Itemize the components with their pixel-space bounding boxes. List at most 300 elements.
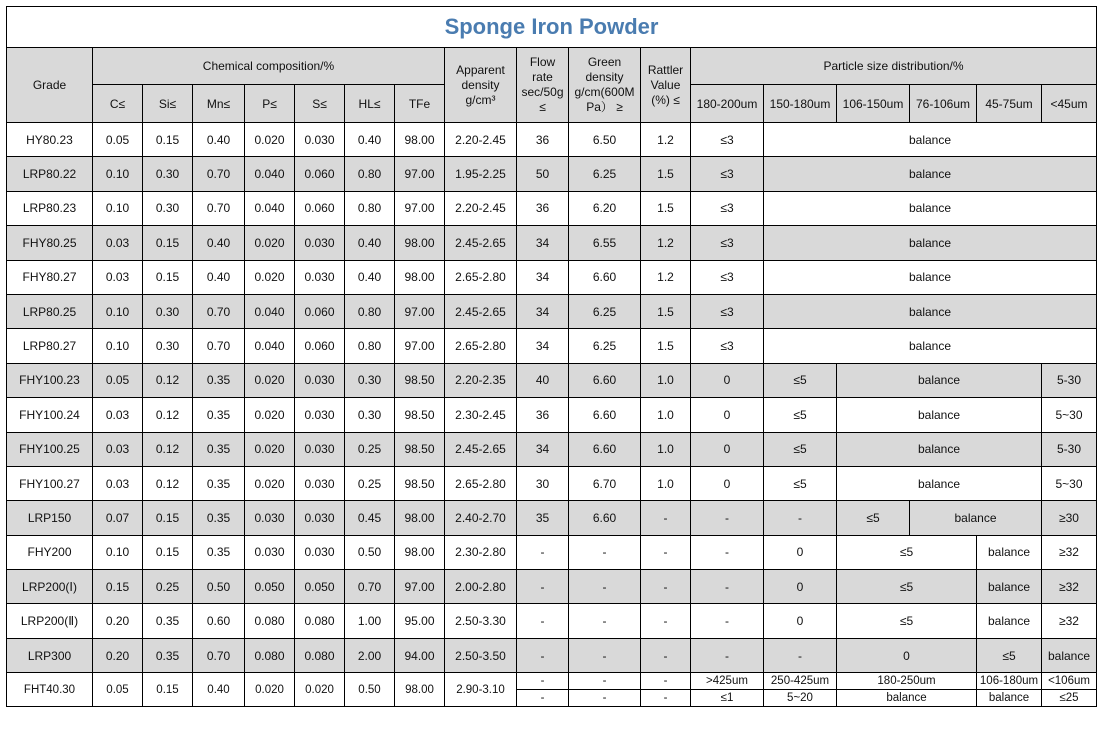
cell-grade: FHY100.25 bbox=[7, 432, 93, 466]
header-p: P≤ bbox=[245, 85, 295, 123]
table-row bbox=[7, 570, 1097, 604]
header-psd-150-180: 150-180um bbox=[764, 85, 837, 123]
cell-psd: balance bbox=[837, 398, 1042, 432]
cell-psd: ≤3 bbox=[691, 191, 764, 225]
cell-tfe: 98.50 bbox=[395, 398, 445, 432]
cell-green-density: 6.25 bbox=[569, 294, 641, 328]
cell-apparent-density: 2.20-2.35 bbox=[445, 363, 517, 397]
cell-green-density: 6.70 bbox=[569, 466, 641, 500]
cell-grade: FHY100.23 bbox=[7, 363, 93, 397]
cell-hl: 0.45 bbox=[345, 501, 395, 535]
cell-psd: balance bbox=[977, 604, 1042, 638]
cell-s: 0.080 bbox=[295, 604, 345, 638]
table-row bbox=[7, 501, 1097, 535]
cell-mn: 0.40 bbox=[193, 226, 245, 260]
cell-psd: balance bbox=[764, 226, 1097, 260]
cell-c: 0.10 bbox=[93, 535, 143, 569]
cell-psd: balance bbox=[977, 570, 1042, 604]
cell-s: 0.030 bbox=[295, 466, 345, 500]
cell-flow-rate: 34 bbox=[517, 329, 569, 363]
cell-psd: - bbox=[764, 638, 837, 672]
cell-mn: 0.40 bbox=[193, 123, 245, 157]
cell-apparent-density: 2.20-2.45 bbox=[445, 123, 517, 157]
table-row bbox=[7, 191, 1097, 225]
table-row bbox=[7, 604, 1097, 638]
cell-psd: balance bbox=[837, 690, 977, 707]
cell-si: 0.15 bbox=[143, 260, 193, 294]
cell-flow-rate: 36 bbox=[517, 398, 569, 432]
header-psd-76-106: 76-106um bbox=[910, 85, 977, 123]
header-s: S≤ bbox=[295, 85, 345, 123]
cell-green-density: 6.60 bbox=[569, 501, 641, 535]
cell-c: 0.10 bbox=[93, 191, 143, 225]
header-green-line: g/cm(600M bbox=[574, 85, 635, 99]
header-apparent-line: g/cm³ bbox=[465, 92, 496, 107]
cell-hl: 0.25 bbox=[345, 466, 395, 500]
cell-psd: ≥30 bbox=[1042, 501, 1097, 535]
cell-green-density: 6.60 bbox=[569, 260, 641, 294]
header-apparent-line: density bbox=[461, 77, 500, 92]
cell-tfe: 98.50 bbox=[395, 363, 445, 397]
cell-si: 0.25 bbox=[143, 570, 193, 604]
table-row bbox=[7, 329, 1097, 363]
cell-hl: 0.80 bbox=[345, 157, 395, 191]
cell-psd-size-range: 180-250um bbox=[837, 673, 977, 690]
cell-psd: - bbox=[691, 570, 764, 604]
cell-hl: 0.30 bbox=[345, 363, 395, 397]
cell-s: 0.050 bbox=[295, 570, 345, 604]
cell-tfe: 97.00 bbox=[395, 191, 445, 225]
table-row bbox=[7, 123, 1097, 157]
cell-rattler-value: - bbox=[641, 501, 691, 535]
cell-s: 0.030 bbox=[295, 432, 345, 466]
cell-rattler-value: 1.5 bbox=[641, 191, 691, 225]
cell-hl: 0.80 bbox=[345, 294, 395, 328]
cell-si: 0.30 bbox=[143, 191, 193, 225]
cell-si: 0.15 bbox=[143, 673, 193, 707]
cell-c: 0.05 bbox=[93, 673, 143, 707]
cell-rattler-value: 1.0 bbox=[641, 398, 691, 432]
cell-c: 0.10 bbox=[93, 157, 143, 191]
cell-green-density: - bbox=[569, 673, 641, 690]
cell-apparent-density: 2.65-2.80 bbox=[445, 466, 517, 500]
header-rattler-line: Value bbox=[650, 77, 681, 92]
cell-s: 0.060 bbox=[295, 157, 345, 191]
cell-si: 0.30 bbox=[143, 157, 193, 191]
cell-p: 0.020 bbox=[245, 226, 295, 260]
header-psd-106-150: 106-150um bbox=[837, 85, 910, 123]
cell-psd: ≤5 bbox=[837, 570, 977, 604]
cell-apparent-density: 2.90-3.10 bbox=[445, 673, 517, 707]
cell-mn: 0.70 bbox=[193, 157, 245, 191]
header-hl: HL≤ bbox=[345, 85, 395, 123]
cell-psd: 5~30 bbox=[1042, 466, 1097, 500]
cell-green-density: 6.55 bbox=[569, 226, 641, 260]
table-row bbox=[7, 260, 1097, 294]
cell-psd: balance bbox=[764, 294, 1097, 328]
cell-c: 0.03 bbox=[93, 432, 143, 466]
header-rattler-line: Rattler bbox=[647, 62, 684, 77]
header-psd-180-200: 180-200um bbox=[691, 85, 764, 123]
cell-psd: 0 bbox=[837, 638, 977, 672]
cell-rattler-value: - bbox=[641, 673, 691, 690]
cell-mn: 0.60 bbox=[193, 604, 245, 638]
cell-psd: - bbox=[764, 501, 837, 535]
cell-si: 0.15 bbox=[143, 123, 193, 157]
cell-grade: LRP300 bbox=[7, 638, 93, 672]
header-green-line: Green bbox=[587, 55, 622, 69]
cell-rattler-value: - bbox=[641, 570, 691, 604]
cell-s: 0.030 bbox=[295, 363, 345, 397]
cell-mn: 0.35 bbox=[193, 466, 245, 500]
cell-mn: 0.35 bbox=[193, 432, 245, 466]
header-flow-line: Flow bbox=[529, 55, 556, 69]
header-green-line: Pa） ≥ bbox=[586, 100, 623, 114]
table-row bbox=[7, 363, 1097, 397]
cell-tfe: 98.00 bbox=[395, 673, 445, 707]
cell-s: 0.060 bbox=[295, 329, 345, 363]
cell-psd: ≤5 bbox=[764, 466, 837, 500]
cell-tfe: 95.00 bbox=[395, 604, 445, 638]
cell-psd: balance bbox=[977, 535, 1042, 569]
cell-psd: balance bbox=[764, 157, 1097, 191]
cell-apparent-density: 2.30-2.45 bbox=[445, 398, 517, 432]
cell-psd-size-range: 250-425um bbox=[764, 673, 837, 690]
cell-hl: 0.40 bbox=[345, 123, 395, 157]
table-row bbox=[7, 398, 1097, 432]
cell-psd: ≥32 bbox=[1042, 570, 1097, 604]
header-c: C≤ bbox=[93, 85, 143, 123]
table-row bbox=[7, 432, 1097, 466]
cell-psd: 0 bbox=[691, 398, 764, 432]
cell-flow-rate: - bbox=[517, 535, 569, 569]
cell-psd-size-range: >425um bbox=[691, 673, 764, 690]
cell-mn: 0.35 bbox=[193, 535, 245, 569]
cell-s: 0.030 bbox=[295, 226, 345, 260]
cell-apparent-density: 2.00-2.80 bbox=[445, 570, 517, 604]
header-flow-rate bbox=[517, 48, 569, 123]
cell-si: 0.15 bbox=[143, 535, 193, 569]
cell-apparent-density: 2.30-2.80 bbox=[445, 535, 517, 569]
cell-flow-rate: 34 bbox=[517, 260, 569, 294]
cell-c: 0.10 bbox=[93, 329, 143, 363]
cell-grade: LRP200(Ⅰ) bbox=[7, 570, 93, 604]
cell-psd: 5~20 bbox=[764, 690, 837, 707]
cell-psd: ≤3 bbox=[691, 294, 764, 328]
cell-psd: balance bbox=[764, 329, 1097, 363]
cell-flow-rate: - bbox=[517, 570, 569, 604]
cell-s: 0.020 bbox=[295, 673, 345, 707]
cell-psd: ≤5 bbox=[837, 535, 977, 569]
cell-si: 0.12 bbox=[143, 398, 193, 432]
header-chemical-composition: Chemical composition/% bbox=[93, 48, 445, 85]
cell-s: 0.030 bbox=[295, 123, 345, 157]
cell-si: 0.15 bbox=[143, 226, 193, 260]
cell-grade: HY80.23 bbox=[7, 123, 93, 157]
table-row bbox=[7, 294, 1097, 328]
cell-p: 0.040 bbox=[245, 329, 295, 363]
cell-p: 0.080 bbox=[245, 638, 295, 672]
cell-green-density: - bbox=[569, 638, 641, 672]
header-apparent-density bbox=[445, 48, 517, 123]
cell-si: 0.30 bbox=[143, 329, 193, 363]
cell-grade: FHY100.24 bbox=[7, 398, 93, 432]
cell-grade: LRP150 bbox=[7, 501, 93, 535]
cell-psd: ≤5 bbox=[764, 398, 837, 432]
cell-flow-rate: - bbox=[517, 604, 569, 638]
table-row bbox=[7, 638, 1097, 672]
cell-grade: LRP200(Ⅱ) bbox=[7, 604, 93, 638]
cell-green-density: 6.60 bbox=[569, 432, 641, 466]
cell-p: 0.020 bbox=[245, 123, 295, 157]
cell-green-density: 6.60 bbox=[569, 398, 641, 432]
cell-mn: 0.70 bbox=[193, 329, 245, 363]
cell-grade: LRP80.25 bbox=[7, 294, 93, 328]
cell-hl: 0.25 bbox=[345, 432, 395, 466]
cell-p: 0.050 bbox=[245, 570, 295, 604]
cell-flow-rate: 36 bbox=[517, 123, 569, 157]
header-apparent-line: Apparent bbox=[456, 62, 505, 77]
header-green-line: density bbox=[585, 70, 624, 84]
header-psd-45-75: 45-75um bbox=[977, 85, 1042, 123]
cell-green-density: 6.25 bbox=[569, 157, 641, 191]
cell-psd: ≤5 bbox=[837, 604, 977, 638]
cell-psd: ≥32 bbox=[1042, 535, 1097, 569]
cell-mn: 0.70 bbox=[193, 638, 245, 672]
cell-s: 0.030 bbox=[295, 535, 345, 569]
cell-psd: ≤3 bbox=[691, 226, 764, 260]
cell-tfe: 98.00 bbox=[395, 260, 445, 294]
cell-tfe: 94.00 bbox=[395, 638, 445, 672]
cell-c: 0.20 bbox=[93, 604, 143, 638]
cell-green-density: - bbox=[569, 535, 641, 569]
cell-flow-rate: 36 bbox=[517, 191, 569, 225]
cell-si: 0.12 bbox=[143, 466, 193, 500]
cell-psd: ≤25 bbox=[1042, 690, 1097, 707]
cell-psd: ≤5 bbox=[764, 363, 837, 397]
table-row bbox=[7, 226, 1097, 260]
cell-grade: FHY200 bbox=[7, 535, 93, 569]
cell-c: 0.03 bbox=[93, 226, 143, 260]
cell-grade: FHY100.27 bbox=[7, 466, 93, 500]
cell-psd: - bbox=[691, 501, 764, 535]
cell-p: 0.040 bbox=[245, 157, 295, 191]
cell-rattler-value: 1.2 bbox=[641, 123, 691, 157]
cell-tfe: 98.00 bbox=[395, 501, 445, 535]
cell-flow-rate: - bbox=[517, 638, 569, 672]
cell-s: 0.030 bbox=[295, 260, 345, 294]
cell-mn: 0.50 bbox=[193, 570, 245, 604]
cell-tfe: 97.00 bbox=[395, 294, 445, 328]
cell-grade: LRP80.27 bbox=[7, 329, 93, 363]
cell-s: 0.060 bbox=[295, 191, 345, 225]
cell-tfe: 97.00 bbox=[395, 570, 445, 604]
cell-mn: 0.70 bbox=[193, 191, 245, 225]
cell-p: 0.020 bbox=[245, 260, 295, 294]
cell-p: 0.040 bbox=[245, 191, 295, 225]
cell-green-density: 6.25 bbox=[569, 329, 641, 363]
cell-psd-size-range: <106um bbox=[1042, 673, 1097, 690]
cell-psd: ≤3 bbox=[691, 157, 764, 191]
cell-psd-size-range: 106-180um bbox=[977, 673, 1042, 690]
cell-flow-rate: 34 bbox=[517, 226, 569, 260]
cell-psd: 0 bbox=[691, 466, 764, 500]
cell-psd: 0 bbox=[691, 363, 764, 397]
header-rattler-line: (%) ≤ bbox=[651, 92, 680, 107]
table-row bbox=[7, 157, 1097, 191]
cell-psd: balance bbox=[837, 432, 1042, 466]
cell-flow-rate: - bbox=[517, 690, 569, 707]
cell-tfe: 98.50 bbox=[395, 432, 445, 466]
header-rattler-value bbox=[641, 48, 691, 123]
cell-c: 0.10 bbox=[93, 294, 143, 328]
cell-flow-rate: 34 bbox=[517, 294, 569, 328]
cell-hl: 0.80 bbox=[345, 191, 395, 225]
cell-rattler-value: 1.0 bbox=[641, 363, 691, 397]
cell-s: 0.080 bbox=[295, 638, 345, 672]
header-grade: Grade bbox=[7, 48, 93, 123]
header-flow-line: ≤ bbox=[539, 100, 546, 114]
cell-s: 0.060 bbox=[295, 294, 345, 328]
cell-hl: 1.00 bbox=[345, 604, 395, 638]
cell-p: 0.030 bbox=[245, 501, 295, 535]
cell-green-density: 6.60 bbox=[569, 363, 641, 397]
cell-psd: - bbox=[691, 638, 764, 672]
cell-hl: 0.70 bbox=[345, 570, 395, 604]
cell-c: 0.03 bbox=[93, 398, 143, 432]
cell-psd: ≤3 bbox=[691, 123, 764, 157]
cell-psd: balance bbox=[837, 363, 1042, 397]
header-flow-line: sec/50g bbox=[521, 85, 564, 99]
cell-flow-rate: - bbox=[517, 673, 569, 690]
cell-rattler-value: - bbox=[641, 690, 691, 707]
cell-apparent-density: 2.65-2.80 bbox=[445, 329, 517, 363]
cell-c: 0.05 bbox=[93, 363, 143, 397]
cell-rattler-value: 1.5 bbox=[641, 157, 691, 191]
cell-psd: ≥32 bbox=[1042, 604, 1097, 638]
cell-si: 0.12 bbox=[143, 432, 193, 466]
cell-mn: 0.40 bbox=[193, 260, 245, 294]
cell-psd: ≤1 bbox=[691, 690, 764, 707]
cell-psd: ≤5 bbox=[977, 638, 1042, 672]
table-row bbox=[7, 535, 1097, 569]
cell-si: 0.35 bbox=[143, 604, 193, 638]
cell-c: 0.15 bbox=[93, 570, 143, 604]
cell-tfe: 97.00 bbox=[395, 329, 445, 363]
cell-flow-rate: 40 bbox=[517, 363, 569, 397]
table-title: Sponge Iron Powder bbox=[7, 7, 1097, 48]
cell-p: 0.020 bbox=[245, 432, 295, 466]
cell-rattler-value: - bbox=[641, 535, 691, 569]
cell-apparent-density: 2.45-2.65 bbox=[445, 294, 517, 328]
header-tfe: TFe bbox=[395, 85, 445, 123]
cell-psd: balance bbox=[764, 191, 1097, 225]
cell-green-density: 6.50 bbox=[569, 123, 641, 157]
cell-psd: ≤5 bbox=[764, 432, 837, 466]
cell-p: 0.020 bbox=[245, 363, 295, 397]
cell-mn: 0.35 bbox=[193, 501, 245, 535]
cell-psd: 5~30 bbox=[1042, 398, 1097, 432]
cell-psd: balance bbox=[764, 123, 1097, 157]
cell-hl: 2.00 bbox=[345, 638, 395, 672]
cell-mn: 0.70 bbox=[193, 294, 245, 328]
cell-psd: balance bbox=[764, 260, 1097, 294]
cell-apparent-density: 1.95-2.25 bbox=[445, 157, 517, 191]
cell-psd: ≤5 bbox=[837, 501, 910, 535]
header-flow-line: rate bbox=[532, 70, 553, 84]
cell-tfe: 98.50 bbox=[395, 466, 445, 500]
cell-green-density: - bbox=[569, 604, 641, 638]
cell-s: 0.030 bbox=[295, 501, 345, 535]
cell-flow-rate: 50 bbox=[517, 157, 569, 191]
cell-s: 0.030 bbox=[295, 398, 345, 432]
cell-psd: ≤3 bbox=[691, 329, 764, 363]
cell-psd: balance bbox=[977, 690, 1042, 707]
cell-green-density: - bbox=[569, 690, 641, 707]
header-mn: Mn≤ bbox=[193, 85, 245, 123]
cell-hl: 0.50 bbox=[345, 673, 395, 707]
cell-rattler-value: - bbox=[641, 604, 691, 638]
header-psd-lt45: <45um bbox=[1042, 85, 1097, 123]
cell-p: 0.020 bbox=[245, 673, 295, 707]
cell-mn: 0.40 bbox=[193, 673, 245, 707]
cell-flow-rate: 30 bbox=[517, 466, 569, 500]
sponge-iron-powder-table-sheet bbox=[6, 6, 1096, 728]
cell-psd: - bbox=[691, 604, 764, 638]
cell-apparent-density: 2.65-2.80 bbox=[445, 260, 517, 294]
cell-rattler-value: 1.2 bbox=[641, 260, 691, 294]
cell-apparent-density: 2.50-3.30 bbox=[445, 604, 517, 638]
cell-si: 0.30 bbox=[143, 294, 193, 328]
cell-psd: ≤3 bbox=[691, 260, 764, 294]
header-particle-size-distribution: Particle size distribution/% bbox=[691, 48, 1097, 85]
cell-mn: 0.35 bbox=[193, 398, 245, 432]
cell-p: 0.030 bbox=[245, 535, 295, 569]
cell-si: 0.35 bbox=[143, 638, 193, 672]
cell-rattler-value: 1.0 bbox=[641, 432, 691, 466]
cell-tfe: 98.00 bbox=[395, 535, 445, 569]
cell-psd: 0 bbox=[764, 570, 837, 604]
cell-psd: balance bbox=[910, 501, 1042, 535]
cell-tfe: 97.00 bbox=[395, 157, 445, 191]
cell-p: 0.040 bbox=[245, 294, 295, 328]
cell-rattler-value: 1.5 bbox=[641, 294, 691, 328]
cell-green-density: 6.20 bbox=[569, 191, 641, 225]
cell-rattler-value: 1.5 bbox=[641, 329, 691, 363]
table-row bbox=[7, 466, 1097, 500]
cell-rattler-value: - bbox=[641, 638, 691, 672]
cell-green-density: - bbox=[569, 570, 641, 604]
cell-tfe: 98.00 bbox=[395, 123, 445, 157]
cell-p: 0.020 bbox=[245, 466, 295, 500]
cell-c: 0.03 bbox=[93, 260, 143, 294]
cell-psd: balance bbox=[837, 466, 1042, 500]
cell-grade: FHY80.25 bbox=[7, 226, 93, 260]
header-green-density bbox=[569, 48, 641, 123]
cell-si: 0.15 bbox=[143, 501, 193, 535]
cell-p: 0.020 bbox=[245, 398, 295, 432]
cell-flow-rate: 34 bbox=[517, 432, 569, 466]
cell-grade: LRP80.22 bbox=[7, 157, 93, 191]
cell-hl: 0.30 bbox=[345, 398, 395, 432]
cell-psd: balance bbox=[1042, 638, 1097, 672]
cell-mn: 0.35 bbox=[193, 363, 245, 397]
cell-psd: 0 bbox=[764, 535, 837, 569]
cell-flow-rate: 35 bbox=[517, 501, 569, 535]
cell-grade: FHY80.27 bbox=[7, 260, 93, 294]
cell-apparent-density: 2.45-2.65 bbox=[445, 432, 517, 466]
cell-hl: 0.40 bbox=[345, 260, 395, 294]
